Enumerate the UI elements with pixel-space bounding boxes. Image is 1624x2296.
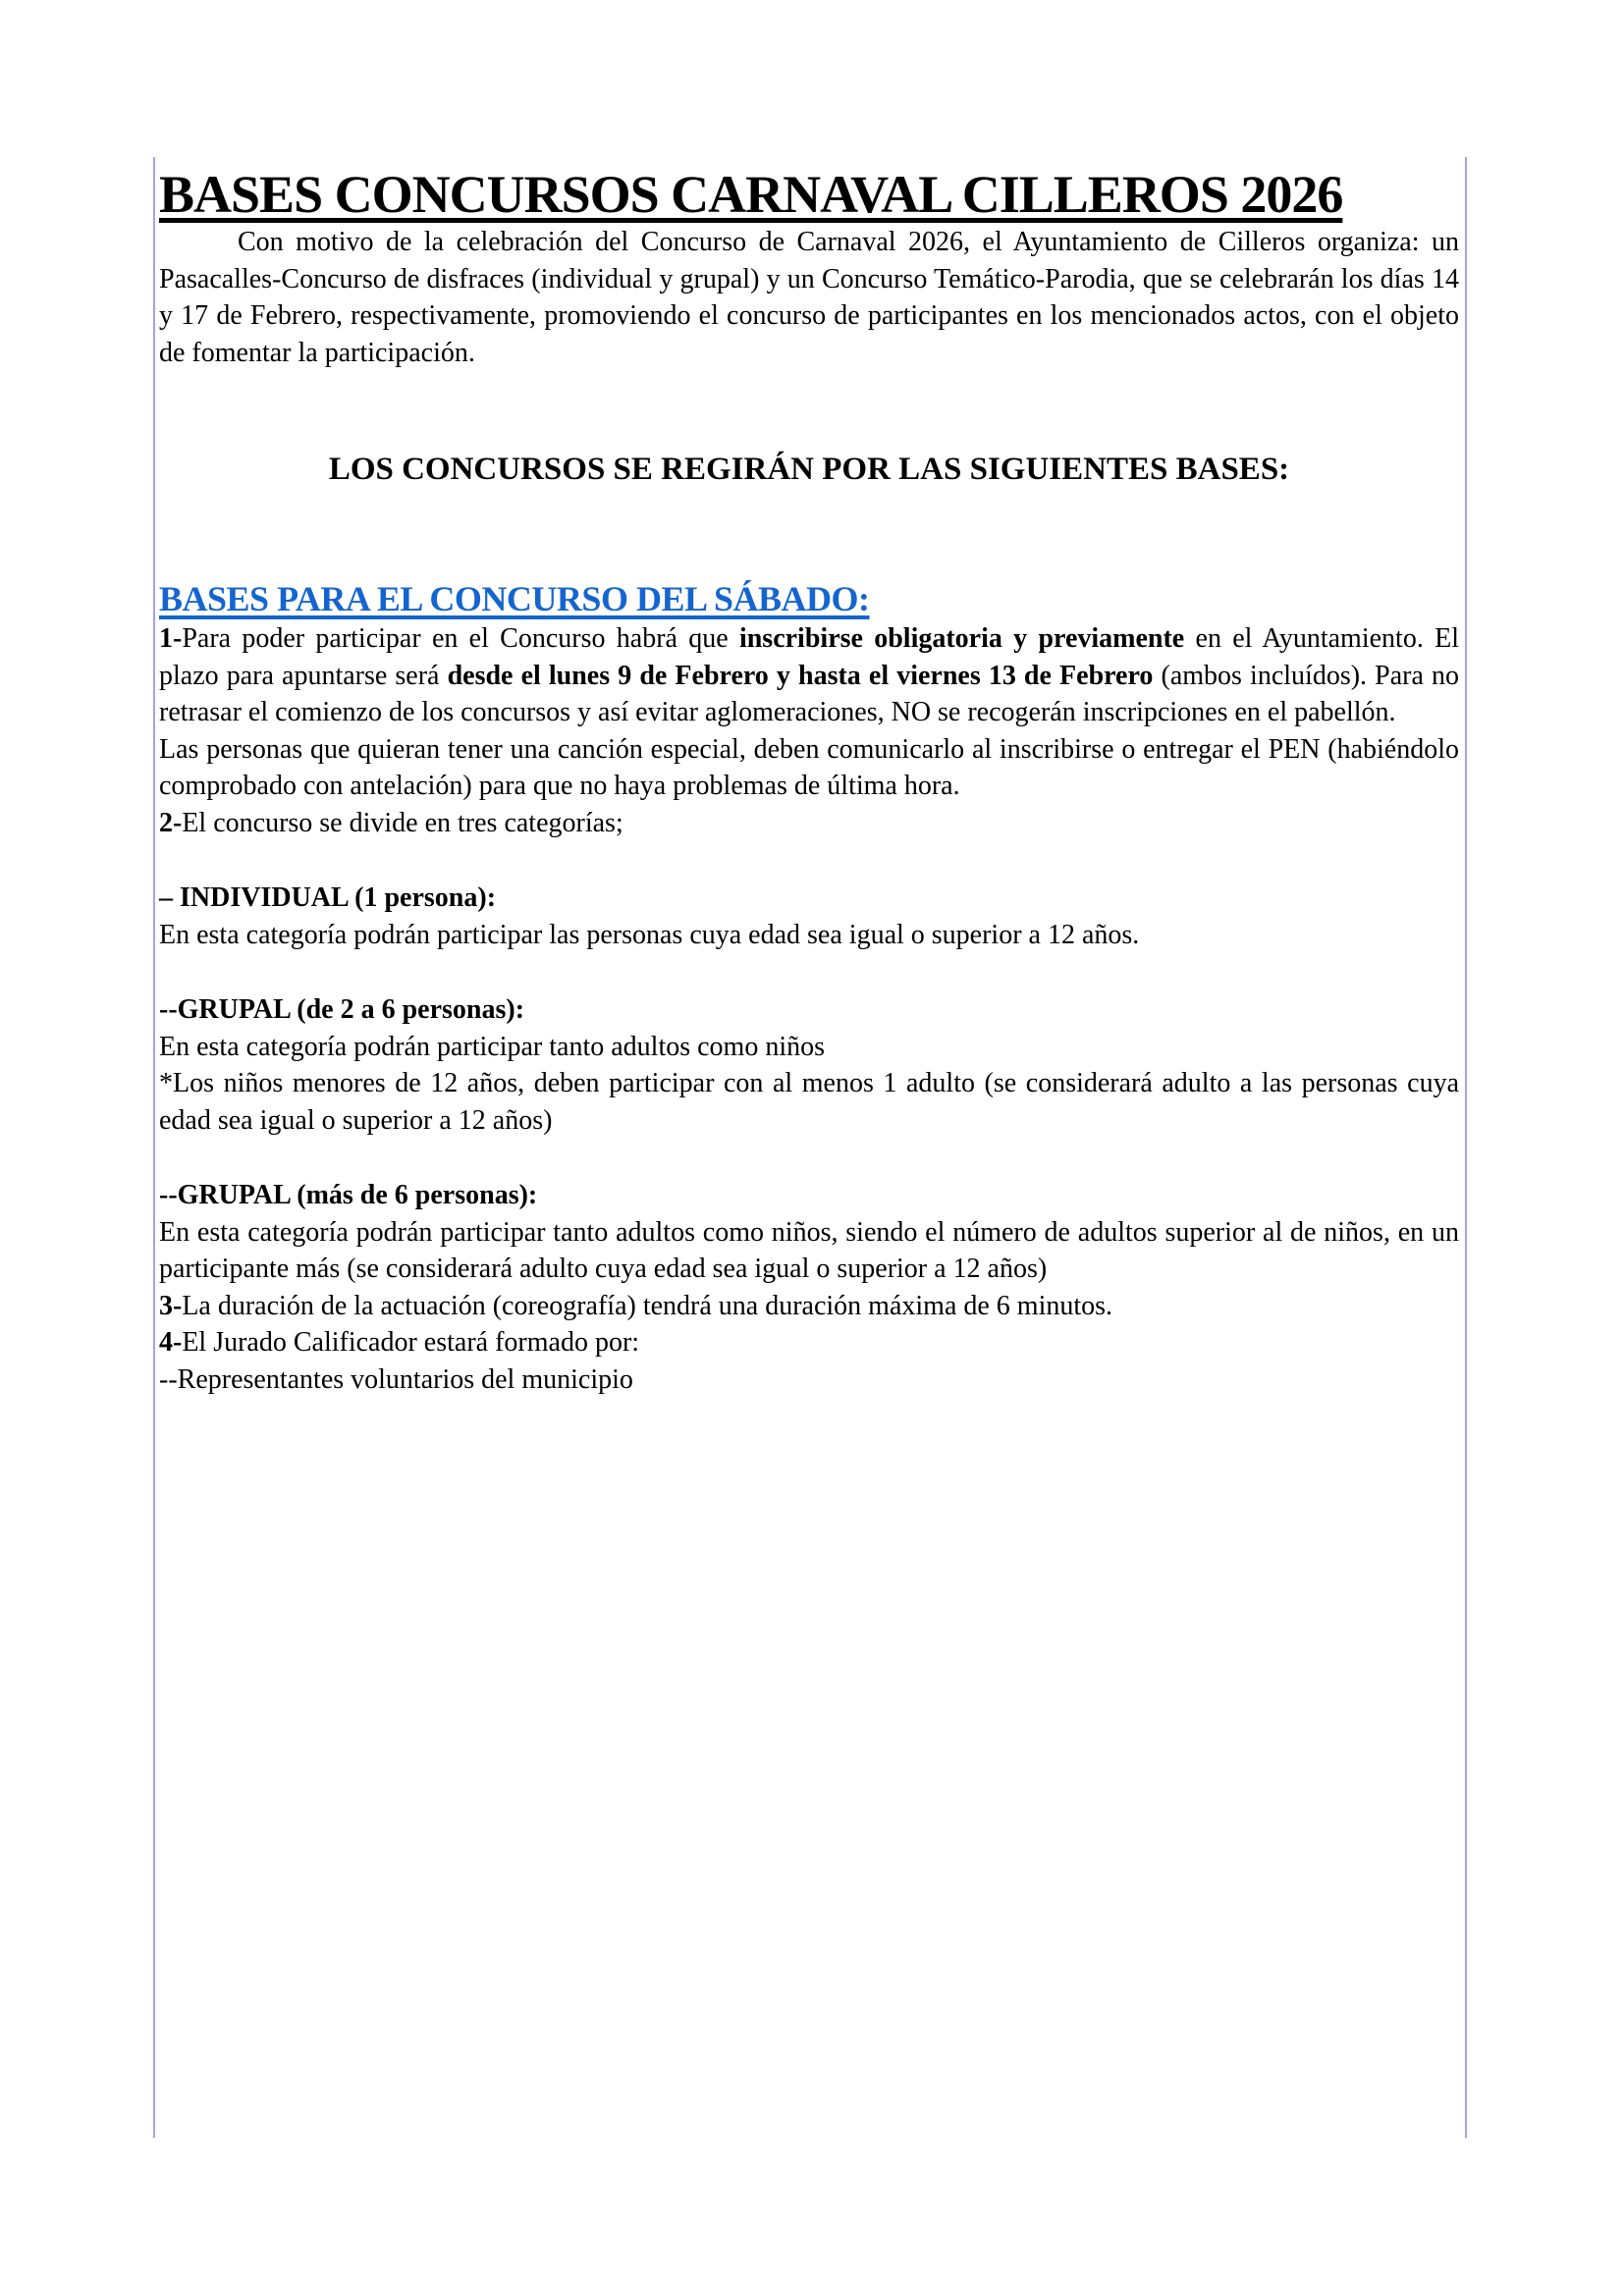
rule-1-paragraph <box>159 620 1459 731</box>
rule-2-number: 2- <box>159 807 183 838</box>
category-grupal-large-body: En esta categoría podrán participar tanto adultos como niños, siendo el número de adultos superior al de niños, en un participante más (se considerará adulto cuya edad sea igual o superior a 12 años) <box>159 1216 1459 1285</box>
document-title: BASES CONCURSOS CARNAVAL CILLEROS 2026 <box>159 165 1343 224</box>
rule-3-paragraph <box>159 1288 1459 1325</box>
intro-paragraph: Con motivo de la celebración del Concurso de Carnaval 2026, el Ayuntamiento de Cilleros organiza: un Pasacalles-Concurso de disfraces (individual y grupal) y un Concurso Temático-Parodia, que se celebrarán los días 14 y 17 de Febrero, respectivamente, promoviendo el concurso de participantes en los mencionados actos, con el objeto de fomentar la participación. <box>159 227 1459 368</box>
category-grupal-small-note: *Los niños menores de 12 años, deben participar con al menos 1 adulto (se considerará adulto a las personas cuya edad sea igual o superior a 12 años) <box>159 1068 1459 1136</box>
rule-3-number: 3- <box>159 1290 183 1321</box>
rule-4-number: 4- <box>159 1327 183 1359</box>
rule-4-paragraph <box>159 1324 1459 1362</box>
category-grupal-small-heading: --GRUPAL (de 2 a 6 personas): <box>159 994 525 1026</box>
rule-1-text-3: (ambos incluídos). Para no retrasar el comienzo de los concursos y así evitar aglomeraciones, NO se recogerán inscripciones en el pabellón. <box>159 660 1459 728</box>
text-frame <box>153 157 1467 2138</box>
category-grupal-small-body: En esta categoría podrán participar tanto adultos como niños <box>159 1031 826 1062</box>
rule-1-bold-1: inscribirse obligatoria y previamente <box>738 623 1185 655</box>
rule-4-text: El Jurado Calificador estará formado por: <box>182 1327 640 1359</box>
category-grupal-large-heading: --GRUPAL (más de 6 personas): <box>159 1180 538 1211</box>
rule-3-text: La duración de la actuación (coreografía) tendrá una duración máxima de 6 minutos. <box>182 1290 1113 1321</box>
category-individual-body: En esta categoría podrán participar las personas cuya edad sea igual o superior a 12 años. <box>159 919 1140 950</box>
rules-subtitle: LOS CONCURSOS SE REGIRÁN POR LAS SIGUIENTES BASES: <box>328 452 1290 488</box>
rule-1-text-1: Para poder participar en el Concurso habrá que <box>182 623 739 655</box>
rule-2-paragraph <box>159 805 1459 842</box>
rule-1-number: 1- <box>159 623 183 655</box>
rule-2-text: El concurso se divide en tres categorías; <box>182 807 623 838</box>
rule-1-bold-2: desde el lunes 9 de Febrero y hasta el viernes 13 de Febrero <box>447 660 1154 691</box>
saturday-contest-heading: BASES PARA EL CONCURSO DEL SÁBADO: <box>159 579 870 619</box>
rule-1-paragraph-2: Las personas que quieran tener una canción especial, deben comunicarlo al inscribirse o entregar el PEN (habiéndolo comprobado con antelación) para que no haya problemas de última hora. <box>159 733 1459 802</box>
rule-1-text-2: en el Ayuntamiento. El plazo para apuntarse será <box>159 623 1459 691</box>
category-individual-heading: – INDIVIDUAL (1 persona): <box>159 882 497 914</box>
jury-member-line: --Representantes voluntarios del municipio <box>159 1363 633 1395</box>
